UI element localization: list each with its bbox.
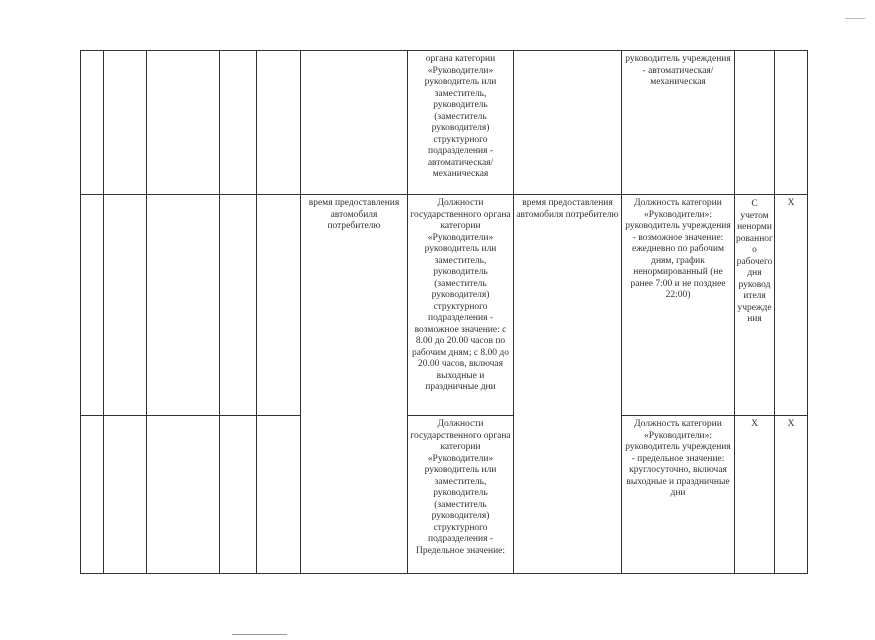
cell-official-position: Должности государственного органа категории «Руководители» руководитель или заместитель, руководитель (заместитель руководителя) структурного подразделения - возможное значение: с 8.00 до 20.00 часов по рабочим дням; с 8.00 до 20.00 часов, включая выходные и праздничные дни	[408, 195, 514, 416]
cell-mark: X	[775, 195, 808, 416]
cell-note: С учетом ненормированного рабочего дня руководителя учреждения	[735, 195, 775, 416]
cell-unit-code	[220, 416, 257, 574]
cell-indicator-2	[514, 51, 622, 195]
cell-unit-name	[257, 51, 301, 195]
cell-indicator	[301, 51, 408, 195]
cell-unit-code	[220, 195, 257, 416]
scan-mark-top	[845, 18, 865, 19]
cell-mark: X	[775, 416, 808, 574]
table-row	[81, 416, 808, 574]
scan-mark-bottom	[232, 634, 287, 635]
cell-number	[81, 195, 104, 416]
cell-institution-position: Должность категории «Руководители»: руководитель учреждения - предельное значение: круглосуточно, включая выходные и праздничные дни	[622, 416, 735, 574]
cell-institution-position: Должность категории «Руководители»: руководитель учреждения - возможное значение: ежедневно по рабочим дням, график ненормированный (не ранее 7:00 и не позднее 22:00)	[622, 195, 735, 416]
cell-code	[104, 416, 147, 574]
cell-item-name	[147, 195, 220, 416]
cell-mark	[775, 51, 808, 195]
cell-note	[735, 51, 775, 195]
cell-indicator: время предоставления автомобиля потребителю	[301, 195, 408, 574]
requirements-table	[80, 50, 808, 574]
cell-note: X	[735, 416, 775, 574]
cell-item-name	[147, 51, 220, 195]
cell-number	[81, 416, 104, 574]
cell-unit-name	[257, 195, 301, 416]
cell-item-name	[147, 416, 220, 574]
cell-official-position: Должности государственного органа категории «Руководители» руководитель или заместитель, руководитель (заместитель руководителя) структурного подразделения - Предельное значение:	[408, 416, 514, 574]
cell-unit-code	[220, 51, 257, 195]
cell-institution-position: руководитель учреждения - автоматическая/механическая	[622, 51, 735, 195]
cell-indicator-2: время предоставления автомобиля потребителю	[514, 195, 622, 574]
cell-official-position: органа категории «Руководители» руководитель или заместитель, руководитель (заместитель руководителя) структурного подразделения - автоматическая/механическая	[408, 51, 514, 195]
cell-code	[104, 51, 147, 195]
table-row	[81, 51, 808, 195]
cell-number	[81, 51, 104, 195]
cell-unit-name	[257, 416, 301, 574]
table-row	[81, 195, 808, 416]
cell-code	[104, 195, 147, 416]
